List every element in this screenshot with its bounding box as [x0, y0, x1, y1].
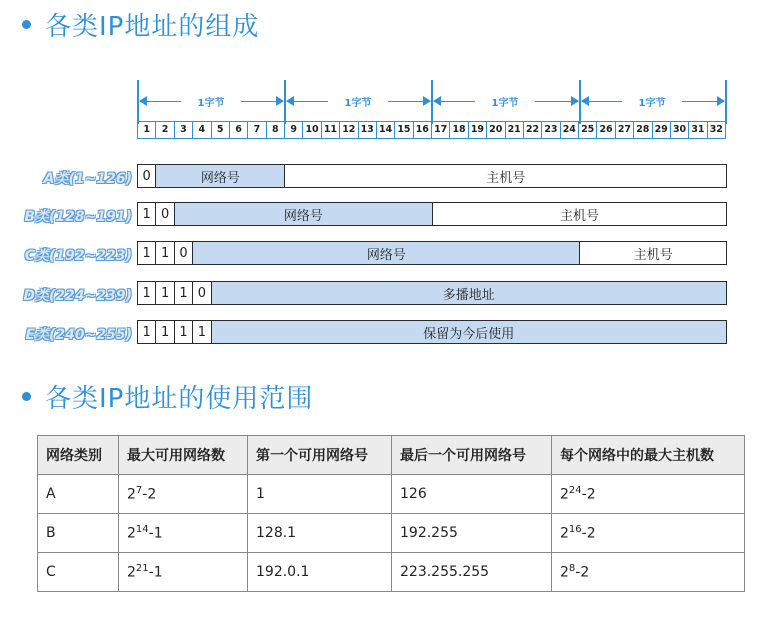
byte-divider: [725, 80, 727, 124]
cell-last-network: 126: [392, 475, 552, 514]
arrow-right-icon: [717, 96, 725, 106]
bit-number: 17: [432, 122, 450, 138]
bit-ruler: [137, 121, 726, 139]
host-field: 主机号: [433, 203, 726, 225]
bit-number: 13: [359, 122, 377, 138]
power-tail: -2: [581, 525, 596, 542]
bit-number: 9: [285, 122, 303, 138]
section-heading-usage: [22, 378, 313, 415]
class-label: E类(240~255): [25, 327, 132, 343]
class-row: [137, 241, 727, 265]
cell-last-network: 223.255.255: [392, 553, 552, 592]
bit-number: 28: [634, 122, 652, 138]
cell-first-network: 1: [248, 475, 392, 514]
network-field: 保留为今后使用: [212, 321, 726, 343]
arrow-left-icon: [139, 96, 147, 106]
network-field: 多播地址: [212, 282, 726, 304]
arrow-left-icon: [433, 96, 441, 106]
power-base: 2: [560, 525, 569, 542]
prefix-bit: 1: [138, 321, 156, 343]
bit-number: 31: [689, 122, 707, 138]
prefix-bit: 1: [175, 282, 193, 304]
bit-number: 14: [377, 122, 395, 138]
host-field: 主机号: [285, 165, 726, 187]
bit-number: 1: [138, 122, 156, 138]
network-field: 网络号: [193, 242, 580, 264]
network-field: 网络号: [175, 203, 433, 225]
power-base: 2: [127, 564, 136, 581]
bit-number: 18: [450, 122, 468, 138]
power-exponent: 21: [135, 563, 149, 575]
cell-max-hosts: [552, 475, 745, 514]
prefix-bit: 1: [156, 242, 174, 264]
bit-number: 8: [267, 122, 285, 138]
bit-number: 3: [175, 122, 193, 138]
bit-number: 5: [212, 122, 230, 138]
table-row: [38, 514, 745, 553]
arrow-left-icon: [581, 96, 589, 106]
cell-class: A: [38, 475, 119, 514]
class-label: C类(192~223): [24, 248, 132, 264]
class-row: [137, 320, 727, 344]
bit-number: 15: [395, 122, 413, 138]
bit-number: 4: [193, 122, 211, 138]
power-base: 2: [127, 486, 136, 503]
table-header-row: [38, 436, 745, 475]
power-tail: -1: [148, 525, 163, 542]
cell-class: C: [38, 553, 119, 592]
power-base: 2: [560, 564, 569, 581]
cell-max-hosts: [552, 553, 745, 592]
power-exponent: 24: [568, 485, 582, 497]
cell-max-networks: [119, 553, 248, 592]
cell-last-network: 192.255: [392, 514, 552, 553]
bit-number: 20: [487, 122, 505, 138]
class-label: D类(224~239): [23, 288, 132, 304]
class-label: A类(1~126): [43, 171, 132, 187]
bit-number: 10: [303, 122, 321, 138]
bit-number: 12: [340, 122, 358, 138]
prefix-bit: 0: [175, 242, 193, 264]
power-base: 2: [560, 486, 569, 503]
bit-number: 21: [506, 122, 524, 138]
arrow-right-icon: [276, 96, 284, 106]
byte-label: 1字节: [475, 94, 535, 109]
class-row: [137, 281, 727, 305]
prefix-bit: 1: [156, 282, 174, 304]
column-header: 最后一个可用网络号: [392, 436, 552, 475]
cell-class: B: [38, 514, 119, 553]
prefix-bit: 1: [156, 321, 174, 343]
column-header: 每个网络中的最大主机数: [552, 436, 745, 475]
network-field: 网络号: [156, 165, 285, 187]
column-header: 最大可用网络数: [119, 436, 248, 475]
column-header: 第一个可用网络号: [248, 436, 392, 475]
bit-number: 23: [542, 122, 560, 138]
table-row: [38, 553, 745, 592]
power-tail: -1: [148, 564, 163, 581]
prefix-bit: 0: [156, 203, 174, 225]
bit-number: 19: [469, 122, 487, 138]
bullet-icon: [22, 20, 31, 29]
power-tail: -2: [581, 486, 596, 503]
bit-number: 16: [414, 122, 432, 138]
bit-number: 26: [597, 122, 615, 138]
bit-number: 32: [709, 124, 723, 135]
bit-number: 2: [156, 122, 174, 138]
class-row: [137, 164, 727, 188]
bit-number: 25: [579, 122, 597, 138]
bit-number: 24: [561, 122, 579, 138]
power-exponent: 14: [135, 524, 149, 536]
arrow-right-icon: [571, 96, 579, 106]
prefix-bit: 1: [138, 242, 156, 264]
arrow-left-icon: [286, 96, 294, 106]
prefix-bit: 0: [193, 282, 211, 304]
class-row: [137, 202, 727, 226]
bit-number: 27: [616, 122, 634, 138]
byte-label: 1字节: [622, 94, 682, 109]
host-field: 主机号: [580, 242, 726, 264]
power-tail: -2: [142, 486, 157, 503]
table-row: [38, 475, 745, 514]
power-tail: -2: [575, 564, 590, 581]
prefix-bit: 1: [138, 282, 156, 304]
byte-label: 1字节: [328, 94, 388, 109]
cell-max-networks: [119, 514, 248, 553]
column-header: 网络类别: [38, 436, 119, 475]
power-base: 2: [127, 525, 136, 542]
heading-text: 各类IP地址的组成: [45, 12, 260, 42]
power-exponent: 16: [568, 524, 582, 536]
cell-first-network: 192.0.1: [248, 553, 392, 592]
prefix-bit: 0: [138, 165, 156, 187]
cell-max-networks: [119, 475, 248, 514]
ip-range-table: [37, 435, 745, 592]
bit-number: 6: [230, 122, 248, 138]
cell-first-network: 128.1: [248, 514, 392, 553]
bullet-icon: [22, 392, 31, 401]
prefix-bit: 1: [175, 321, 193, 343]
bit-number: 29: [653, 122, 671, 138]
byte-label: 1字节: [181, 94, 241, 109]
prefix-bit: 1: [193, 321, 211, 343]
arrow-right-icon: [423, 96, 431, 106]
power-exponent: 7: [135, 485, 143, 497]
section-heading-composition: [22, 6, 259, 43]
bit-number: 11: [322, 122, 340, 138]
power-exponent: 8: [568, 563, 576, 575]
bit-number: 22: [524, 122, 542, 138]
bit-number: 30: [671, 122, 689, 138]
heading-text: 各类IP地址的使用范围: [45, 384, 314, 414]
class-label: B类(128~191): [24, 209, 132, 225]
cell-max-hosts: [552, 514, 745, 553]
prefix-bit: 1: [138, 203, 156, 225]
bit-number: 7: [248, 122, 266, 138]
